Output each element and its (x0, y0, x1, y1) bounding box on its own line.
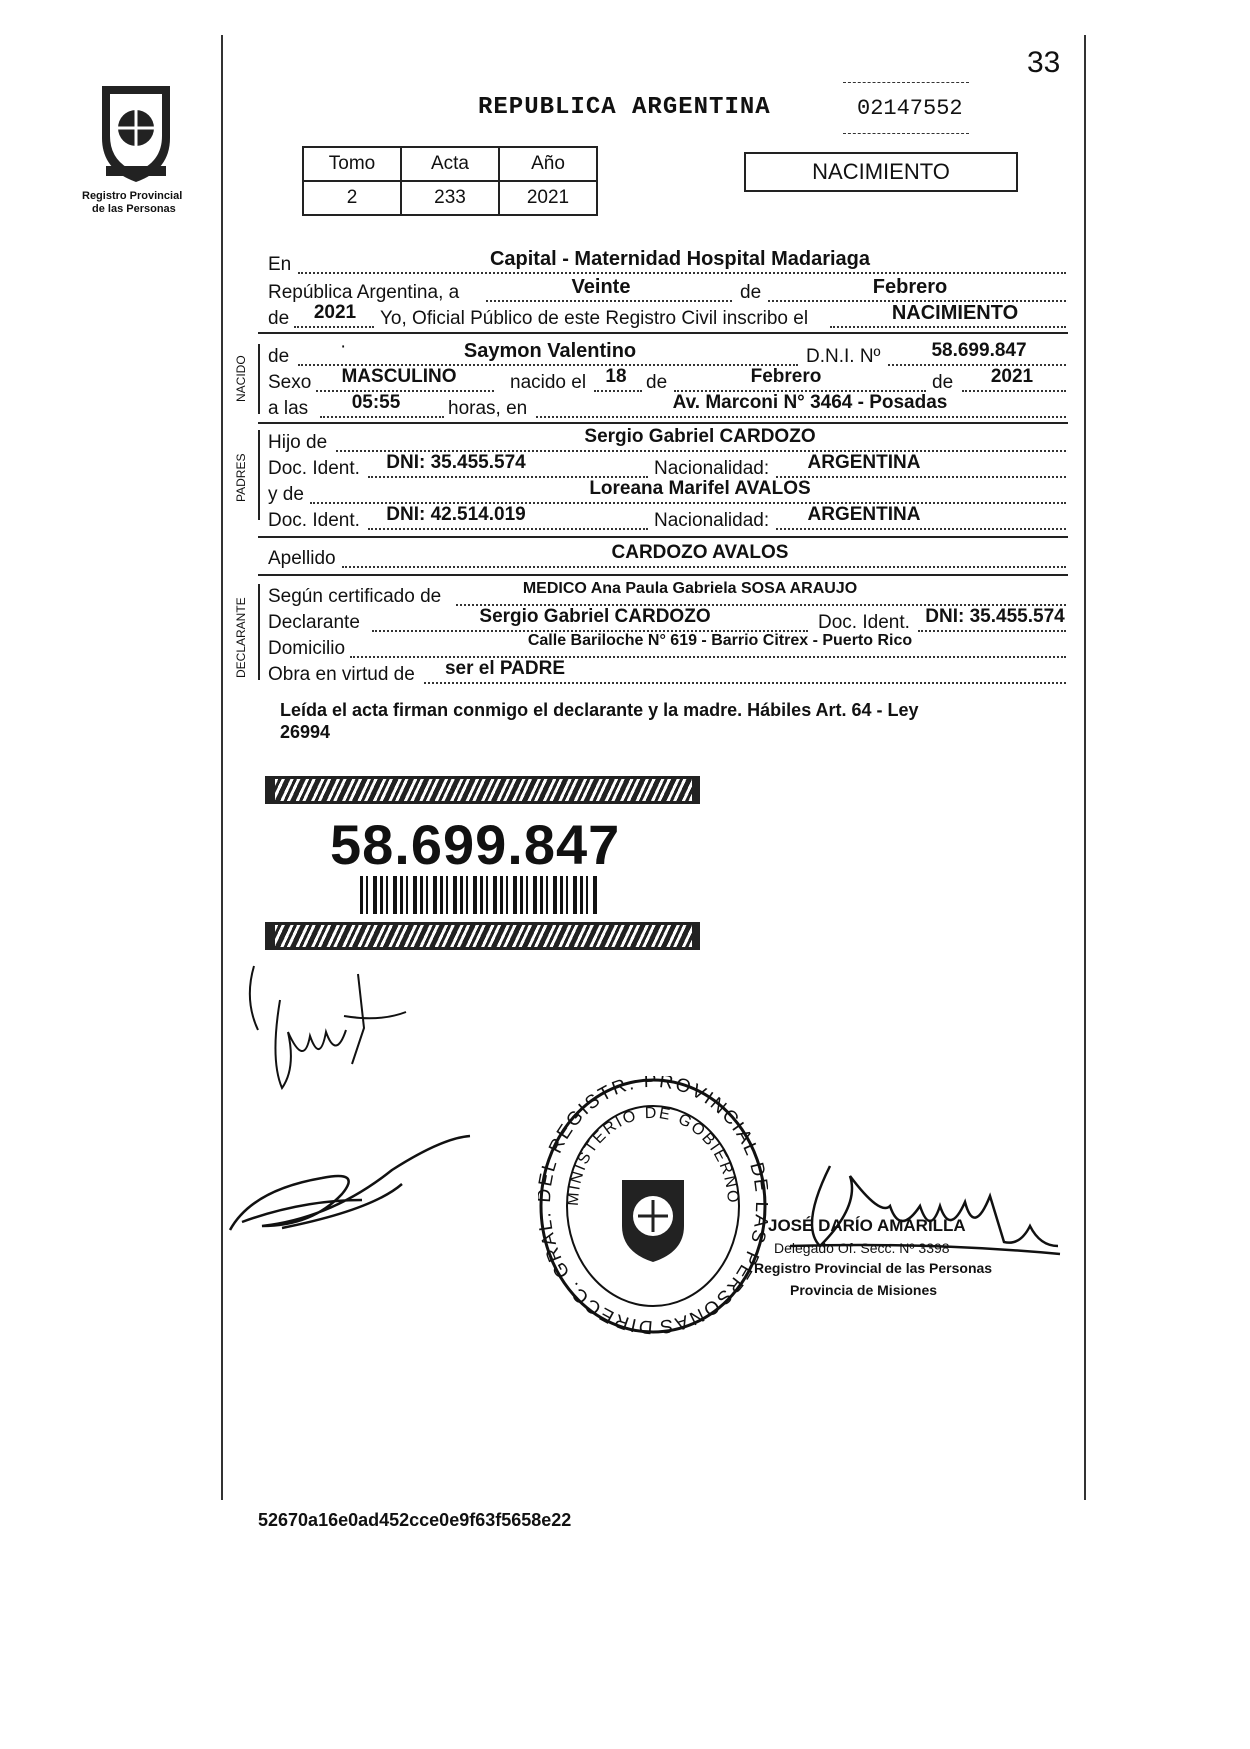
decl-doc-line (918, 630, 1066, 632)
nacido-el-label: nacido el (510, 372, 587, 393)
mother-name: Loreana Marifel AVALOS (589, 478, 811, 499)
time-line (320, 416, 444, 418)
birth-day-line (594, 390, 642, 392)
mother-nac: ARGENTINA (807, 504, 921, 525)
day-value: Veinte (571, 276, 631, 298)
doc-type-box: NACIMIENTO (744, 152, 1018, 192)
divider-apellido (258, 574, 1068, 576)
nacido-bracket (258, 344, 260, 414)
dom-label: Domicilio (268, 638, 346, 659)
father-nac-label: Nacionalidad: (654, 458, 770, 479)
birth-month: Febrero (750, 366, 822, 387)
document-hash: 52670a16e0ad452cce0e9f63f5658e22 (258, 1510, 572, 1530)
obra-value: ser el PADRE (444, 658, 566, 679)
year-line (294, 326, 374, 328)
horas-label: horas, en (448, 398, 528, 419)
official-name: JOSÉ DARÍO AMARILLA (768, 1216, 966, 1235)
padres-bracket (258, 430, 260, 520)
mother-doc-line (368, 528, 648, 530)
yde-label: y de (268, 484, 304, 505)
divider-nacido (258, 422, 1068, 424)
svg-text:MINISTERIO DE GOBIERNO: MINISTERIO DE GOBIERNO (564, 1104, 742, 1207)
svg-text:DIRECC. GRAL. DEL REGISTR. PRO: DIRECC. GRA L REGISTR. PROVINCIAL D S PERSONAS (538, 1076, 768, 1336)
footer-note-1: Leída el acta firman conmigo el declarante y la madre. Hábiles Art. 64 - Ley (280, 700, 919, 720)
official-office: Registro Provincial de las Personas (754, 1260, 993, 1276)
decl-doc-label: Doc. Ident. (818, 612, 910, 633)
apellido-value: CARDOZO AVALOS (611, 542, 789, 563)
mother-nac-line (776, 528, 1066, 530)
alas-label: a las (268, 398, 309, 419)
apellido-line (342, 566, 1066, 568)
registry-logo (88, 78, 184, 188)
dni-label: D.N.I. Nº (806, 346, 881, 367)
place-line (298, 272, 1066, 274)
mother-doc: DNI: 42.514.019 (386, 504, 526, 525)
birth-place-line (536, 416, 1066, 418)
en-label: En (268, 254, 292, 275)
declarant-signature (240, 960, 420, 1110)
tomo-value: 2 (303, 181, 401, 215)
father-name: Sergio Gabriel CARDOZO (584, 426, 816, 447)
year-value: 2021 (313, 302, 357, 323)
day-line (486, 300, 732, 302)
divider-padres (258, 536, 1068, 538)
mother-signature (222, 1130, 482, 1250)
official-province: Provincia de Misiones (790, 1282, 938, 1298)
official-title: Delegado Of. Secc. Nº 3398 (774, 1240, 950, 1256)
anio-header: Año (499, 147, 597, 181)
divider-intro (258, 332, 1068, 334)
nacido-label: NACIDO (234, 355, 248, 402)
domicilio-value: Calle Bariloche N° 619 - Barrio Citrex - Puerto Rico (527, 632, 913, 649)
birth-place: Av. Marconi N° 3464 - Posadas (672, 392, 948, 413)
obra-label: Obra en virtud de (268, 664, 415, 685)
baby-name: Saymon Valentino (463, 340, 637, 362)
padres-label: PADRES (234, 453, 248, 502)
security-banner-top (265, 776, 700, 804)
decl-doc: DNI: 35.455.574 (925, 606, 1065, 627)
declarante-bracket (258, 584, 260, 680)
decl-name: Sergio Gabriel CARDOZO (479, 606, 711, 627)
name-mark: · (340, 336, 347, 357)
statement: Yo, Oficial Público de este Registro Civil inscribo el (380, 308, 809, 329)
barcode (360, 876, 600, 914)
month-value: Febrero (872, 276, 948, 298)
nacido-de-label: de (268, 346, 290, 367)
right-margin-line (1084, 35, 1086, 1500)
serial-number: 02147552 (857, 96, 963, 121)
father-doc: DNI: 35.455.574 (386, 452, 526, 473)
cert-label: Según certificado de (268, 586, 442, 607)
country-title: REPUBLICA ARGENTINA (478, 94, 771, 121)
de-label: de (740, 282, 762, 303)
mother-doc-label: Doc. Ident. (268, 510, 360, 531)
sexo-value: MASCULINO (341, 366, 457, 387)
nacido-de-label-2: de (646, 372, 668, 393)
birth-time: 05:55 (351, 392, 401, 413)
father-nac: ARGENTINA (807, 452, 921, 473)
father-doc-label: Doc. Ident. (268, 458, 360, 479)
birth-day: 18 (605, 366, 627, 387)
mother-nac-label: Nacionalidad: (654, 510, 770, 531)
acta-value: 233 (401, 181, 499, 215)
country-label: República Argentina, a (268, 282, 460, 303)
security-banner-bottom (265, 922, 700, 950)
event-value: NACIMIENTO (891, 302, 1019, 324)
official-stamp (538, 1076, 768, 1336)
acta-header: Acta (401, 147, 499, 181)
registry-table (302, 146, 598, 216)
decl-label: Declarante (268, 612, 360, 633)
hijo-label: Hijo de (268, 432, 328, 453)
place-value: Capital - Maternidad Hospital Madariaga (489, 248, 871, 270)
tomo-header: Tomo (303, 147, 401, 181)
id-number-large: 58.699.847 (330, 813, 621, 876)
footer-note-2: 26994 (280, 722, 331, 742)
sexo-label: Sexo (268, 372, 312, 393)
logo-caption-1: Registro Provincial (82, 190, 183, 202)
year-prefix: de (268, 308, 290, 329)
nacido-de-label-3: de (932, 372, 954, 393)
obra-line (424, 682, 1066, 684)
anio-value: 2021 (499, 181, 597, 215)
baby-dni: 58.699.847 (931, 340, 1027, 361)
cert-value: MEDICO Ana Paula Gabriela SOSA ARAUJO (522, 580, 858, 597)
left-margin-line (221, 35, 223, 1500)
declarante-label: DECLARANTE (234, 597, 248, 678)
event-line (830, 326, 1066, 328)
birth-year: 2021 (990, 366, 1034, 387)
apellido-label: Apellido (268, 548, 336, 569)
page-number: 33 (1027, 46, 1061, 79)
logo-caption-2: de las Personas (92, 203, 176, 215)
